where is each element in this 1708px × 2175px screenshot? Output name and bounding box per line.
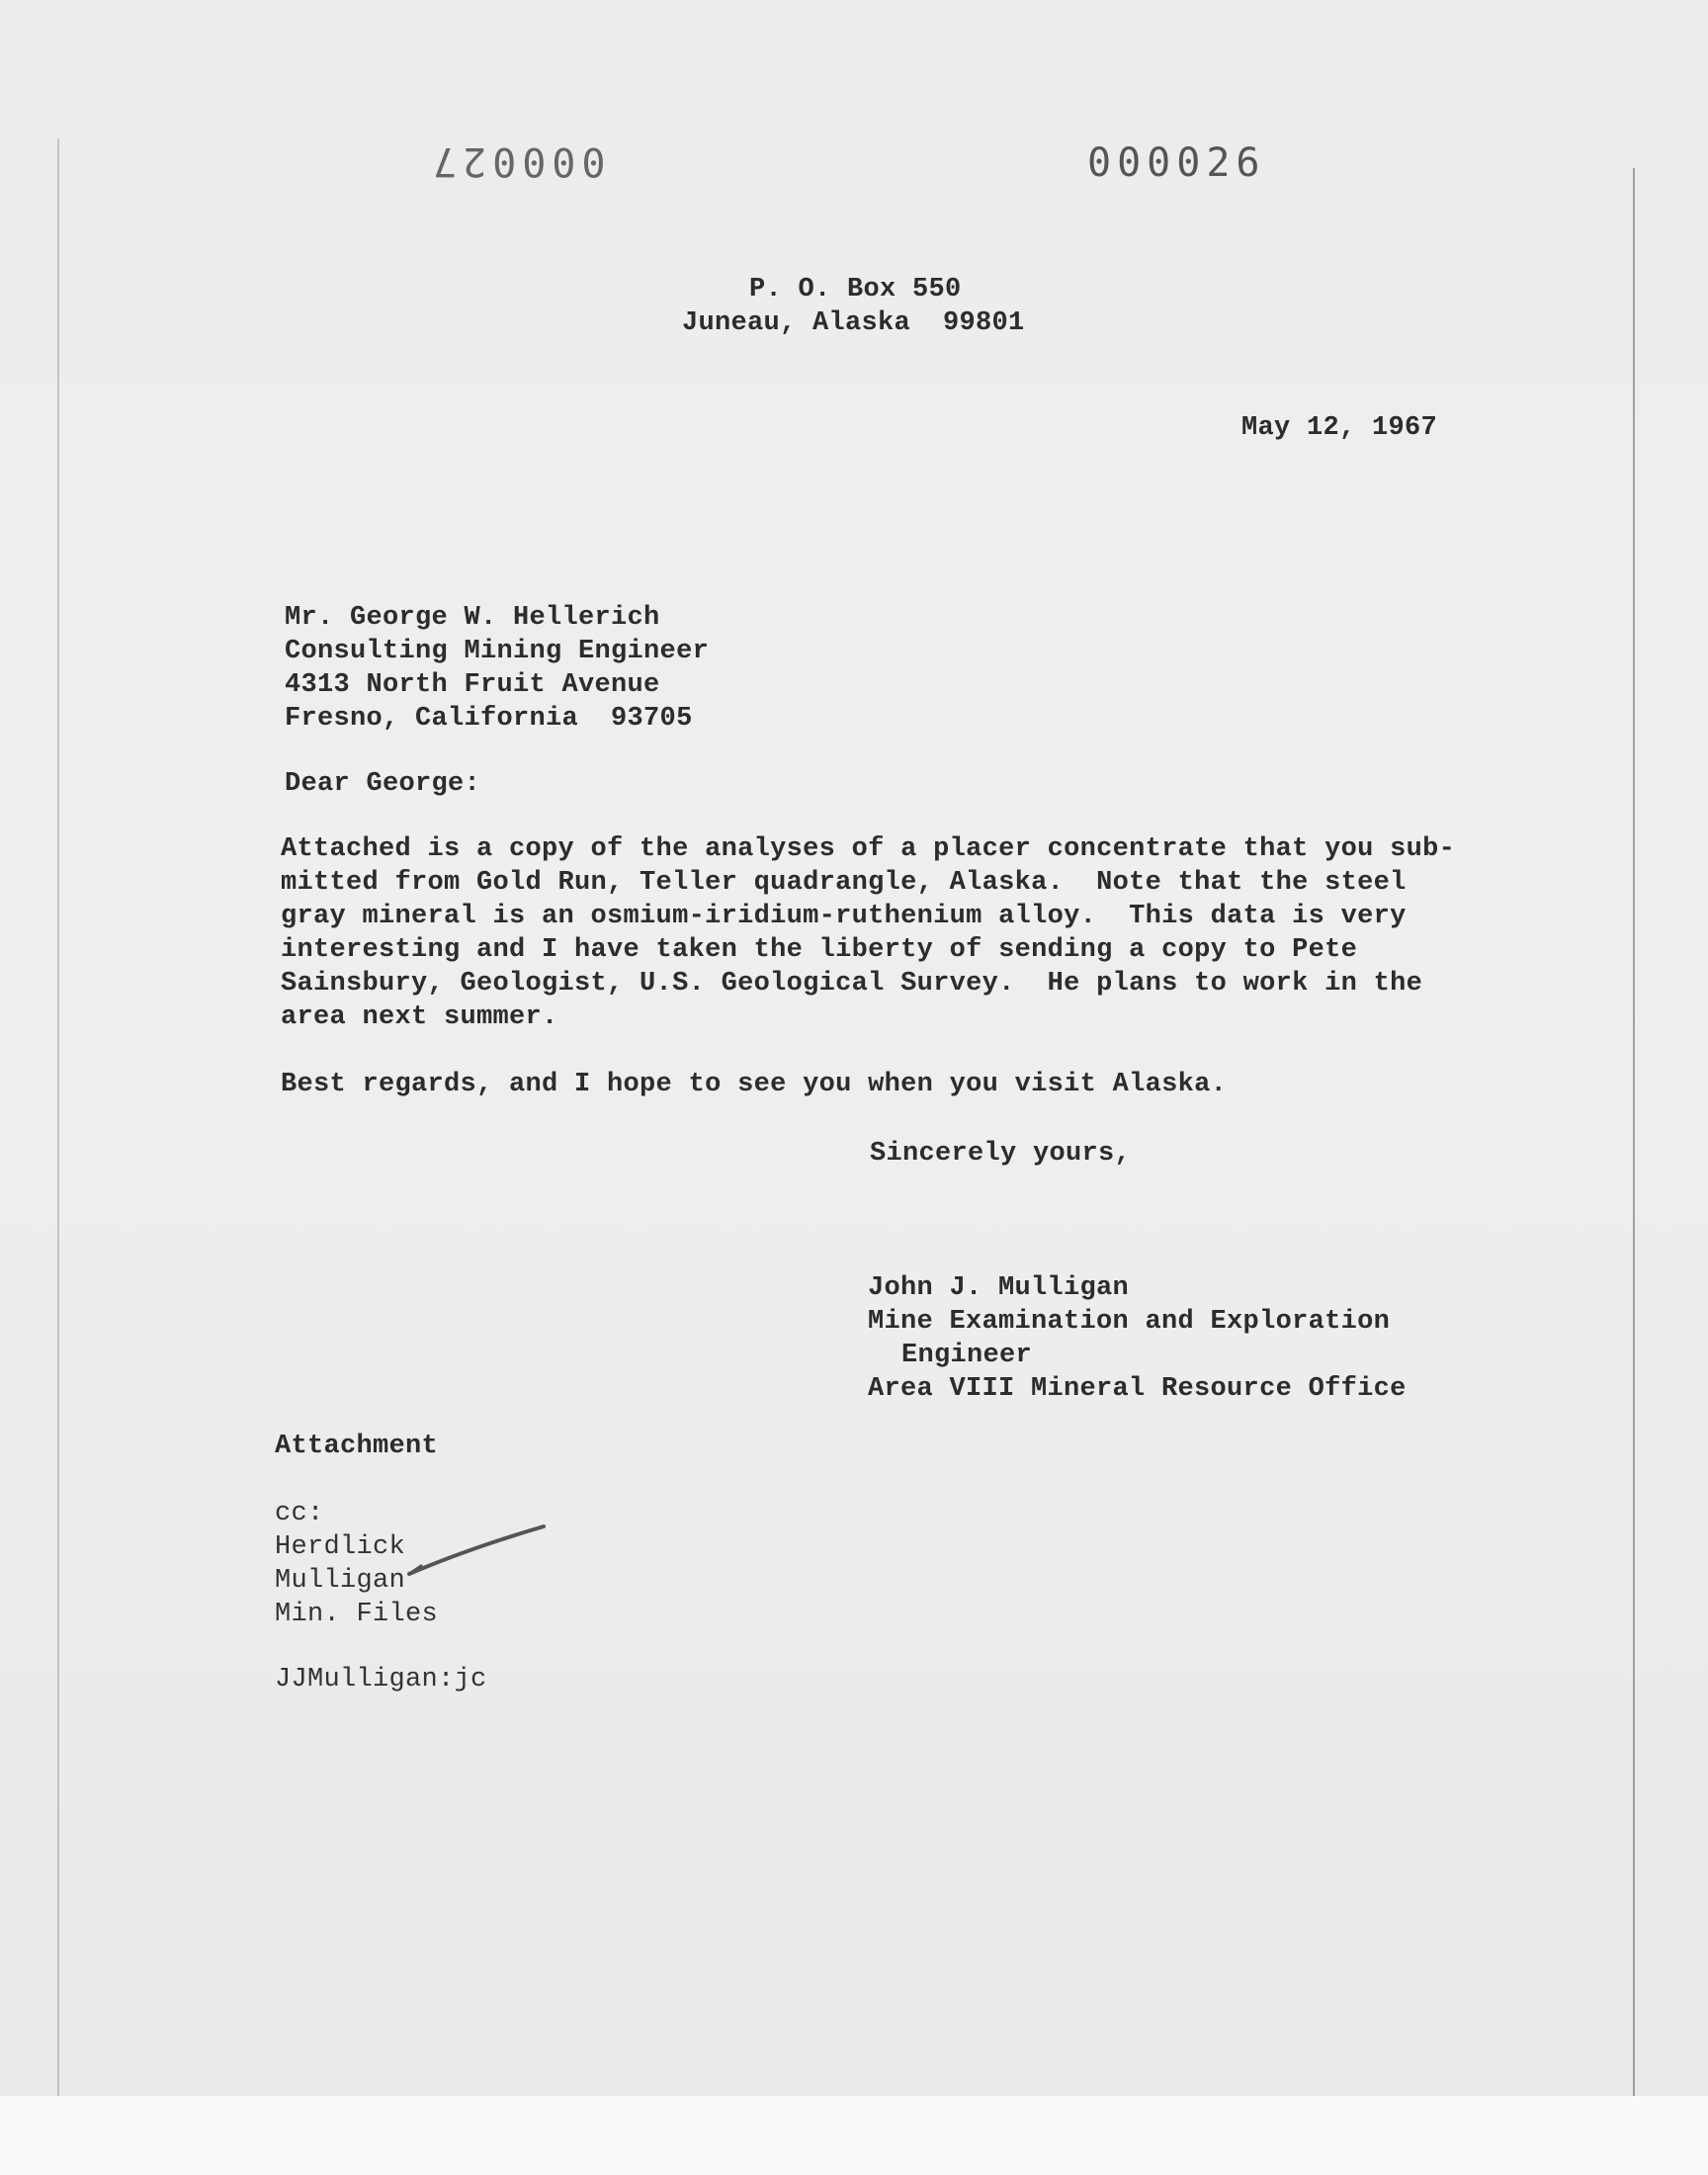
salutation: Dear George: xyxy=(285,769,481,799)
page-stamp-left: 000027 xyxy=(427,138,606,184)
complimentary-close: Sincerely yours, xyxy=(870,1139,1132,1169)
signer-name: John J. Mulligan xyxy=(868,1273,1130,1303)
letterhead-city: Juneau, Alaska 99801 xyxy=(682,308,1025,338)
sheet-bottom-margin xyxy=(0,2096,1708,2175)
sheet-right-edge xyxy=(1633,168,1635,2101)
recipient-name: Mr. George W. Hellerich xyxy=(285,603,660,633)
body-closing-paragraph: Best regards, and I hope to see you when you visit Alaska. xyxy=(281,1070,1228,1099)
enclosure-notation: Attachment xyxy=(275,1432,439,1461)
reference-initials: JJMulligan:jc xyxy=(275,1665,487,1695)
signer-office: Area VIII Mineral Resource Office xyxy=(868,1374,1407,1404)
cc-recipient: Mulligan xyxy=(275,1566,406,1596)
page-stamp-right: 000026 xyxy=(1087,140,1266,186)
signer-title-line1: Mine Examination and Exploration xyxy=(868,1307,1391,1337)
sheet-left-edge xyxy=(57,138,59,2096)
body-line: Attached is a copy of the analyses of a placer concentrate that you sub- xyxy=(281,834,1456,864)
body-line: area next summer. xyxy=(281,1002,558,1032)
letter-date: May 12, 1967 xyxy=(1241,413,1438,443)
body-line: gray mineral is an osmium-iridium-ruthenium alloy. This data is very xyxy=(281,902,1407,931)
recipient-city: Fresno, California 93705 xyxy=(285,704,693,734)
letterhead-po-box: P. O. Box 550 xyxy=(749,275,962,304)
cc-recipient: Herdlick xyxy=(275,1532,406,1562)
cc-recipient: Min. Files xyxy=(275,1600,439,1629)
recipient-title: Consulting Mining Engineer xyxy=(285,637,710,666)
pen-check-mark-icon xyxy=(407,1522,546,1582)
recipient-street: 4313 North Fruit Avenue xyxy=(285,670,660,700)
signer-title-line2: Engineer xyxy=(901,1341,1033,1370)
body-line: Sainsbury, Geologist, U.S. Geological Survey. He plans to work in the xyxy=(281,969,1423,999)
body-line: mitted from Gold Run, Teller quadrangle, Alaska. Note that the steel xyxy=(281,868,1407,898)
body-line: interesting and I have taken the liberty of sending a copy to Pete xyxy=(281,935,1358,965)
cc-label: cc: xyxy=(275,1499,324,1528)
